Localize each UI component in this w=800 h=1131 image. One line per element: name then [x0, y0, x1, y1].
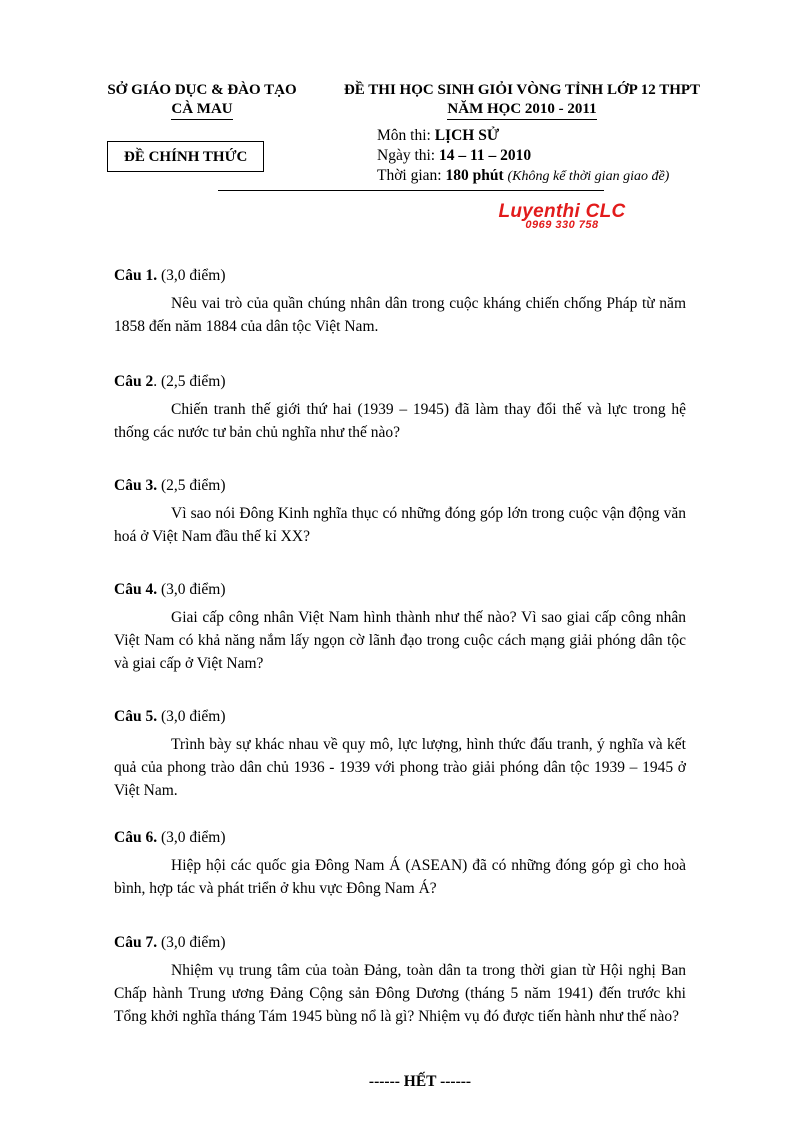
question-text: Giai cấp công nhân Việt Nam hình thành như thế nào? Vì sao giai cấp công nhân Việt Nam có khả năng nắm lấy ngọn cờ lãnh đạo trong cuộc cách mạng giải phóng dân tộc và giai cấp ở Việt Nam? [114, 609, 686, 672]
watermark-brand: Luyenthi CLC [498, 201, 626, 222]
question-text: Nêu vai trò của quần chúng nhân dân trong cuộc kháng chiến chống Pháp từ năm 1858 đến năm 1884 của dân tộc Việt Nam. [114, 295, 686, 335]
time-value: 180 phút [445, 167, 504, 184]
question-5 [114, 705, 686, 802]
exam-title [322, 81, 722, 120]
department-line-1: SỞ GIÁO DỤC & ĐÀO TẠO [107, 82, 297, 98]
exam-title-line-1: ĐỀ THI HỌC SINH GIỎI VÒNG TỈNH LỚP 12 THPT [343, 82, 701, 98]
watermark-phone: 0969 330 758 [525, 219, 599, 231]
question-text: Nhiệm vụ trung tâm của toàn Đảng, toàn dân ta trong thời gian từ Hội nghị Ban Chấp hành Trung ương Đảng Cộng sản Đông Dương (tháng 5 năm 1941) đến trước khi Tổng khởi nghĩa tháng Tám 1945 bùng nổ là gì? Nhiệm vụ đó được tiến hành như thế nào? [114, 962, 686, 1025]
question-label: Câu 7. [114, 934, 158, 951]
question-7 [114, 931, 686, 1028]
header-divider [218, 190, 604, 191]
question-points: (3,0 điểm) [157, 267, 226, 284]
department-name [96, 81, 308, 120]
official-exam-label: ĐỀ CHÍNH THỨC [124, 149, 248, 165]
question-text: Hiệp hội các quốc gia Đông Nam Á (ASEAN) đã có những đóng góp gì cho hoà bình, hợp tác và phát triển ở khu vực Đông Nam Á? [114, 857, 686, 897]
subject-label: Môn thi: [377, 127, 435, 144]
question-points: (3,0 điểm) [157, 581, 226, 598]
question-text: Trình bày sự khác nhau về quy mô, lực lượng, hình thức đấu tranh, ý nghĩa và kết quả của phong trào dân chủ 1936 - 1939 với phong trào giải phóng dân tộc 1939 – 1945 ở Việt Nam. [114, 736, 686, 799]
question-label: Câu 4. [114, 581, 158, 598]
exam-info [377, 126, 757, 187]
question-label: Câu 1. [114, 267, 158, 284]
question-2 [114, 370, 686, 444]
end-marker: ------ HẾT ------ [368, 1073, 472, 1090]
question-1 [114, 264, 686, 338]
question-points: (2,5 điểm) [157, 477, 226, 494]
department-line-2: CÀ MAU [171, 100, 232, 120]
question-points: . (2,5 điểm) [153, 373, 226, 390]
subject-value: LỊCH SỬ [434, 127, 500, 144]
date-row [377, 146, 757, 166]
time-label: Thời gian: [377, 167, 446, 184]
question-label: Câu 2 [114, 373, 154, 390]
question-label: Câu 6. [114, 829, 158, 846]
date-value: 14 – 11 – 2010 [439, 147, 532, 164]
question-points: (3,0 điểm) [157, 829, 226, 846]
date-label: Ngày thi: [377, 147, 439, 164]
exam-title-line-2: NĂM HỌC 2010 - 2011 [447, 100, 596, 120]
question-points: (3,0 điểm) [157, 708, 226, 725]
watermark-stamp [487, 201, 637, 231]
question-3 [114, 474, 686, 548]
subject-row [377, 126, 757, 146]
time-row [377, 166, 757, 187]
question-label: Câu 3. [114, 477, 158, 494]
official-exam-box [107, 141, 264, 172]
question-6 [114, 826, 686, 900]
question-text: Vì sao nói Đông Kinh nghĩa thục có những đóng góp lớn trong cuộc vận động văn hoá ở Việt Nam đầu thế kỉ XX? [114, 505, 686, 545]
question-text: Chiến tranh thế giới thứ hai (1939 – 1945) đã làm thay đổi thế và lực trong hệ thống các nước tư bản chủ nghĩa như thế nào? [114, 401, 686, 441]
question-label: Câu 5. [114, 708, 158, 725]
question-points: (3,0 điểm) [157, 934, 226, 951]
question-4 [114, 578, 686, 675]
time-note: (Không kể thời gian giao đề) [507, 169, 670, 184]
